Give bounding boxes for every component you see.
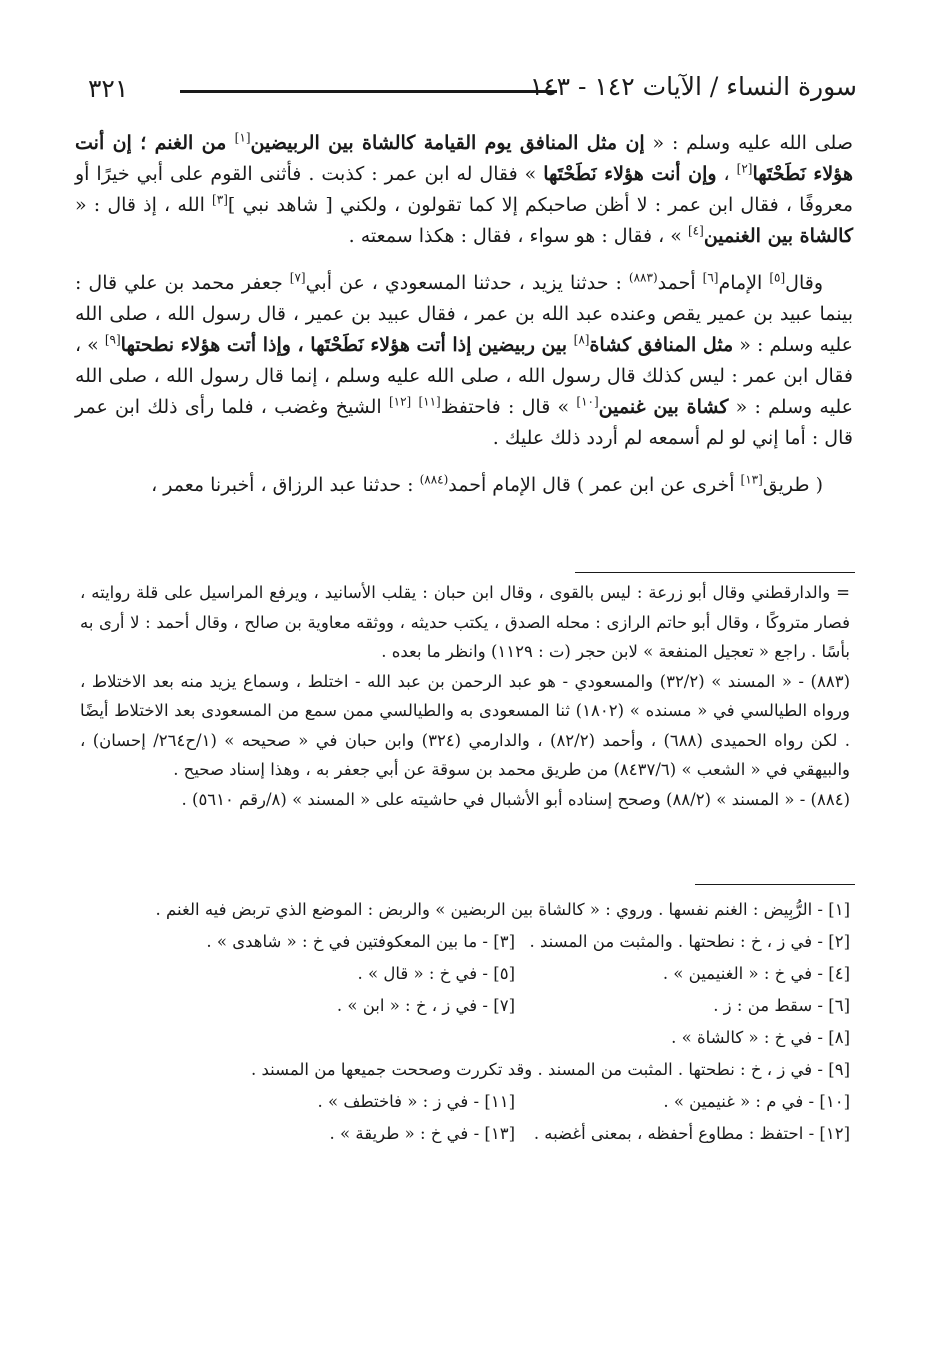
text-run: الله ، إذ قال : « bbox=[75, 194, 213, 216]
footnote-row bbox=[80, 932, 850, 964]
paragraph-2 bbox=[75, 268, 853, 454]
footnote-row bbox=[80, 996, 850, 1028]
text-run: : حدثنا يزيد ، حدثنا المسعودي ، عن أبي bbox=[305, 272, 629, 294]
note-883: (٨٨٣) - « المسند » (٣٢/٢) والمسعودي - هو عبد الرحمن بن عبد الله - اختلط ، وسماع يزيد منه بعد الاختلاط ، ورواه الطيالسي في « مسنده » (١٨٠٢) ثنا المسعودى به والطيالسي ممن سمع من المسعودى بعد الاختلاط أيضًا . لكن رواه الحميدى (٦٨٨) ، وأحمد (٨٢/٢) ، والدارمي (٣٢٤) وابن حبان في « صحيحه » (١/ح٢٦٤/ إحسان) ، والبيهقي في « الشعب » (٨٤٣٧/٦) من طريق محمد بن سوقة عن أبي جعفر به ، وهذا إسناد صحيح . bbox=[80, 671, 850, 779]
footnote: [٤] - في خ : « الغنيمين » . bbox=[662, 964, 850, 983]
page-header bbox=[70, 70, 857, 110]
footnote: [١٢] - احتفظ : مطاوع أحفظه ، بمعنى أغضبه . bbox=[533, 1124, 850, 1143]
footnotes bbox=[80, 900, 850, 1156]
footnote-row bbox=[80, 1124, 850, 1156]
text-run: الإمام bbox=[718, 272, 770, 294]
footnote-ref: [٤] bbox=[687, 223, 704, 238]
footnote-ref: [٨] bbox=[573, 332, 590, 347]
text-run: » قال : فاحتفظ bbox=[440, 396, 577, 418]
footnote-row bbox=[80, 1092, 850, 1124]
footnote: [٦] - سقط من : ز . bbox=[713, 996, 850, 1015]
footnote-row bbox=[80, 1060, 850, 1092]
note-884: (٨٨٤) - « المسند » (٨٨/٢) وصحح إسناده أبو الأشبال في حاشيته على « المسند » (٨/رقم ٥٦١٠) . bbox=[181, 789, 850, 809]
text-run: الشيخ وغضب ، فلما رأى ذلك ابن عمر قال : أما إني لو لم أسمعه لم أردد ذلك عليك . bbox=[75, 396, 853, 449]
footnote: [١٣] - في خ : « طريقة » . bbox=[329, 1124, 515, 1143]
hadith-text: مثل المنافق كشاة bbox=[589, 334, 734, 356]
footnote-ref: [١٠] bbox=[576, 394, 599, 409]
footnote-ref: [٩] bbox=[104, 332, 121, 347]
footnote-row bbox=[80, 964, 850, 996]
footnote-row bbox=[80, 900, 850, 932]
text-run: ( طريق bbox=[762, 474, 823, 496]
hadith-text: كالشاة بين الغنمين bbox=[703, 225, 853, 247]
hadith-notes bbox=[80, 578, 850, 814]
header-rule bbox=[180, 90, 557, 93]
footnote: [٧] - في ز ، خ : « ابن » . bbox=[336, 996, 515, 1015]
text-run: ، bbox=[716, 163, 737, 185]
footnote-ref: [٣] bbox=[212, 192, 228, 207]
text-run: جعفر محمد بن علي قال : بينما عبيد بن عمير يقص وعنده عبد الله بن عمر ، فقال عبيد بن عمير ، قال رسول الله ، صلى الله عليه وسلم : « bbox=[75, 272, 853, 356]
footnote: [٥] - في خ : « قال » . bbox=[357, 964, 515, 983]
text-run: » ، فقال : هو سواء ، فقال : هكذا سمعته . bbox=[348, 225, 688, 247]
notes-separator bbox=[575, 572, 855, 573]
footnote: [٨] - في خ : « كالشاة » . bbox=[671, 1028, 850, 1047]
footnote-ref: [٥] bbox=[769, 270, 786, 285]
footnote: [١٠] - في م : « غنيمين » . bbox=[663, 1092, 850, 1111]
text-run: صلى الله عليه وسلم : « bbox=[644, 132, 853, 154]
running-title: سورة النساء / الآيات ١٤٢ - ١٤٣ bbox=[529, 72, 857, 101]
paragraph-1 bbox=[75, 128, 853, 252]
footnotes-separator bbox=[695, 884, 855, 885]
text-run: : حدثنا عبد الرزاق ، أخبرنا معمر ، bbox=[151, 474, 420, 496]
footnote: [١] - الرُّبِيض : الغنم نفسها . وروي : « كالشاة بين الربضين » والربض : الموضع الذي تربض فيه الغنم . bbox=[155, 900, 850, 919]
footnote-ref: [١٣] bbox=[740, 472, 763, 487]
paragraph-3 bbox=[75, 470, 853, 501]
footnote-ref: (٨٨٣) bbox=[628, 270, 658, 285]
text-run: » ، فقال ابن عمر : ليس كذلك قال رسول الله ، صلى الله عليه وسلم ، إنما قال رسول الله ، صلى الله عليه وسلم : « bbox=[74, 334, 853, 418]
footnote-row bbox=[80, 1028, 850, 1060]
hadith-text: من الغنم ؛ إن أنت هؤلاء نَطَحْتَها bbox=[75, 132, 854, 185]
footnote: [١١] - في ز : « فاختطف » . bbox=[317, 1092, 515, 1111]
hadith-text: وإن أنت هؤلاء نَطَحْتَها bbox=[543, 163, 717, 185]
footnote: [٢] - في ز ، خ : نطحتها . والمثبت من المسند . bbox=[529, 932, 850, 951]
main-text bbox=[75, 128, 853, 501]
footnote-ref: [١١] bbox=[418, 394, 441, 409]
text-run: أخرى عن ابن عمر ) قال الإمام أحمد bbox=[448, 474, 741, 496]
footnote-ref: [٦] bbox=[702, 270, 719, 285]
hadith-text: كشاة بين غنمين bbox=[598, 396, 729, 418]
footnote-ref: [١] bbox=[234, 130, 251, 145]
footnote-ref: [٧] bbox=[289, 270, 306, 285]
footnote-ref: [١٢] bbox=[388, 394, 412, 409]
text-run: ] bbox=[227, 194, 236, 216]
hadith-text: إن مثل المنافق يوم القيامة كالشاة بين الربيضين bbox=[250, 132, 645, 154]
footnote: [٣] - ما بين المعكوفتين في خ : « شاهدى » . bbox=[206, 932, 515, 951]
footnote-ref: [٢] bbox=[736, 161, 753, 176]
footnote: [٩] - في ز ، خ : نطحتها . المثبت من المسند . وقد تكررت وصححت جميعها من المسند . bbox=[251, 1060, 850, 1079]
footnote-ref: (٨٨٤) bbox=[419, 472, 449, 487]
text-run: » فقال له ابن عمر : كذبت . فأثنى القوم على أبي خيرًا أو معروفًا ، فقال ابن عمر : لا أظن صاحبكم إلا كما تقولون ، ولكني [ شاهد نبي bbox=[75, 163, 854, 216]
note-continuation: = والدارقطني وقال أبو زرعة : ليس بالقوى ، وقال ابن حبان : يقلب الأسانيد ، ويرفع المراسيل على قلة روايته ، فصار متروكًا ، وقال أبو حاتم الرازى : محله الصدق ، يكتب حديثه ، ووثقه معاوية بن صالح ، وقال أحمد : لا أرى به بأسًا . راجع « تعجيل المنفعة » لابن حجر (ت : ١١٢٩) وانظر ما بعده . bbox=[80, 583, 850, 661]
hadith-text: بين ربيضين إذا أتت هؤلاء نَطَحْتَها ، وإذا أتت هؤلاء نطحتها bbox=[120, 334, 574, 356]
text-run: أحمد bbox=[657, 272, 703, 294]
text-run: وقال bbox=[785, 272, 824, 294]
page-number: ٣٢١ bbox=[88, 74, 129, 103]
